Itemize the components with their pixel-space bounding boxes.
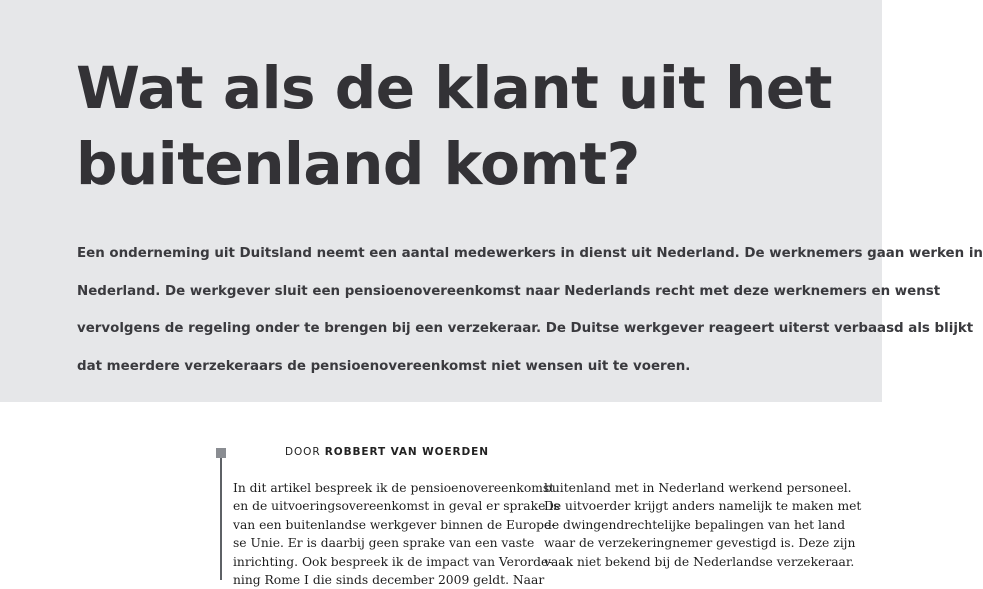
article-title-line: buitenland komt? bbox=[76, 130, 640, 198]
body-line: van een buitenlandse werkgever binnen de Europe- bbox=[233, 517, 556, 532]
article-title-line: Wat als de klant uit het bbox=[76, 54, 832, 122]
body-line: se Unie. Er is daarbij geen sprake van een vaste bbox=[233, 536, 535, 551]
byline-prefix: DOOR bbox=[285, 446, 321, 458]
byline bbox=[285, 446, 489, 458]
article-title bbox=[76, 50, 836, 202]
intro-line: vervolgens de regeling onder te brengen bij een verzekeraar. De Duitse werkgever reageert uiterst verbaasd als blijkt bbox=[77, 321, 974, 336]
body-line: de dwingendrechtelijke bepalingen van het land bbox=[544, 517, 846, 532]
byline-marker bbox=[216, 448, 226, 458]
body-line: In dit artikel bespreek ik de pensioenovereenkomst bbox=[233, 481, 555, 495]
body-line: waar de verzekeringnemer gevestigd is. Deze zijn bbox=[544, 536, 856, 551]
body-line: ning Rome I die sinds december 2009 geldt. Naar bbox=[233, 573, 545, 588]
body-line: buitenland met in Nederland werkend personeel. bbox=[544, 481, 852, 495]
body-line: en de uitvoeringsovereenkomst in geval er sprake is bbox=[233, 499, 560, 514]
byline-author: ROBBERT VAN WOERDEN bbox=[324, 446, 489, 458]
vertical-rule bbox=[220, 458, 222, 580]
body-column-right bbox=[544, 479, 862, 571]
body-column-left bbox=[233, 479, 560, 589]
body-line: De uitvoerder krijgt anders namelijk te maken met bbox=[544, 499, 862, 514]
intro-line: dat meerdere verzekeraars de pensioenovereenkomst niet wensen uit te voeren. bbox=[77, 358, 691, 374]
intro-line: Nederland. De werkgever sluit een pensioenovereenkomst naar Nederlands recht met deze werknemers en wenst bbox=[77, 283, 941, 299]
body-line: vaak niet bekend bij de Nederlandse verzekeraar. bbox=[544, 554, 855, 569]
body-line: inrichting. Ook bespreek ik de impact van Verorde- bbox=[233, 554, 553, 569]
intro-line: Een onderneming uit Duitsland neemt een aantal medewerkers in dienst uit Nederland. De werknemers gaan werken in bbox=[77, 246, 983, 261]
article-intro bbox=[77, 235, 983, 385]
